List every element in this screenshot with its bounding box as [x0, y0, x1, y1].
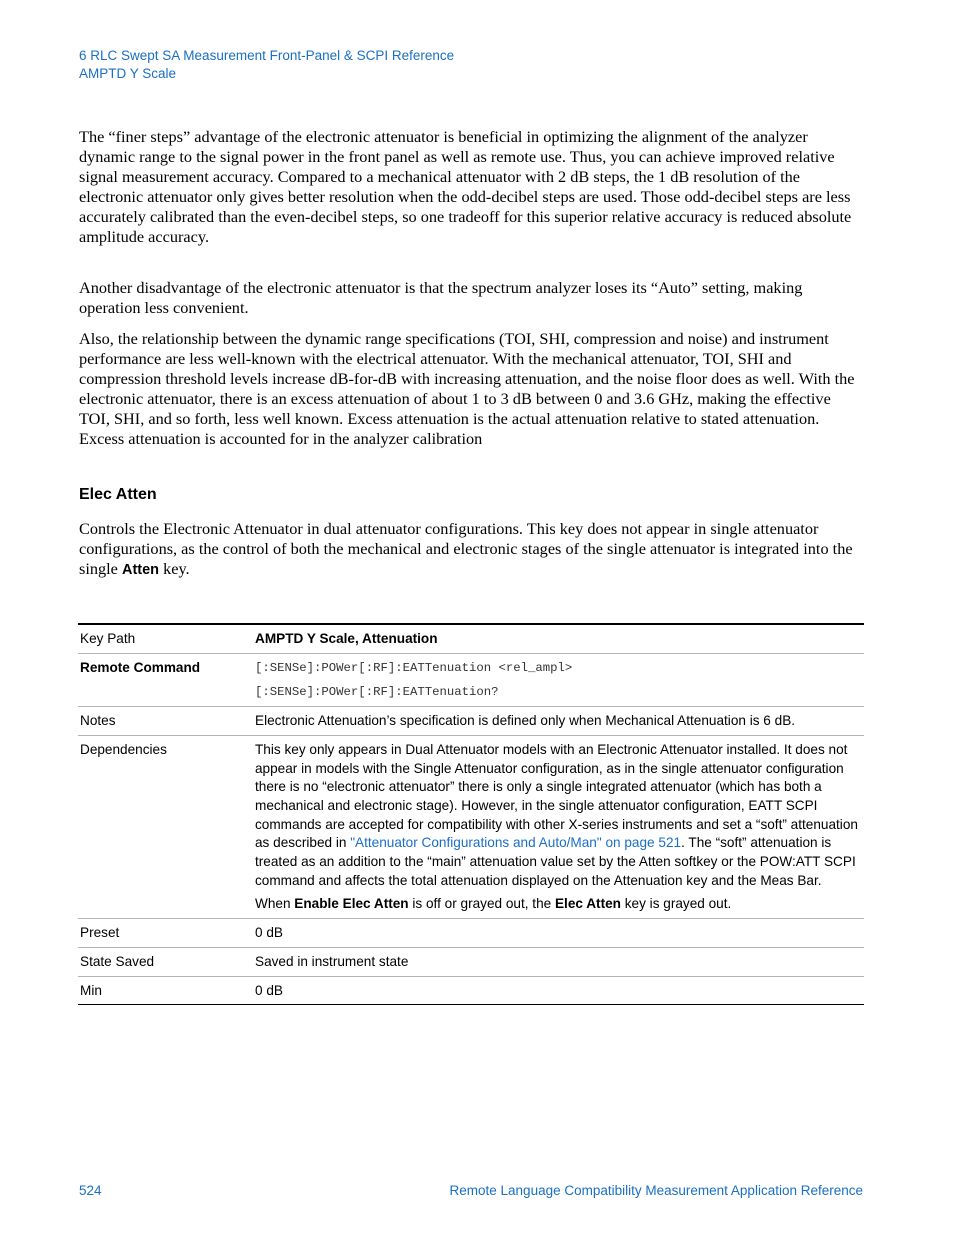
section-heading: Elec Atten [79, 486, 157, 503]
state-saved-value: Saved in instrument state [253, 947, 864, 976]
paragraph-disadvantage: Another disadvantage of the electronic attenuator is that the spectrum analyzer loses its “Auto” setting, making operation less convenient. [79, 278, 803, 317]
table-row-dependencies [78, 735, 864, 918]
table-row-notes [78, 707, 864, 736]
chapter-title: 6 RLC Swept SA Measurement Front-Panel & SCPI Reference [79, 48, 455, 63]
dependencies-text: This key only appears in Dual Attenuator models with an Electronic Attenuator installed. It does not appear in models with the Single Attenuator configuration, as in the single attenuator configuration there is no “electronic attenuator” there is only a single integrated attenuator (which has both a mechanical and electronic stage). However, in the single attenuator configuration, EATT SCPI commands are accepted for compatibility with other X-series instruments and set a “soft” attenuation as described in [255, 741, 858, 851]
atten-key-ref: Atten [121, 562, 160, 578]
intro-text-end: key. [159, 559, 190, 578]
dependencies-text-cont: . The “soft” attenuation is treated as an addition to the “main” attenuation value set by the Atten softkey or the POW:ATT SCPI command and affects the total attenuation displayed on the Attenuation key and the Meas Bar. [255, 835, 856, 888]
remote-command-label: Remote Command [78, 653, 253, 706]
dependencies-grayed-note [255, 895, 862, 914]
document-title: Remote Language Compatibility Measurement Application Reference [449, 1183, 863, 1198]
running-header [79, 47, 454, 83]
page-number: 524 [79, 1183, 102, 1198]
min-value: 0 dB [253, 976, 864, 1005]
when-text: When [255, 896, 295, 912]
enable-elec-atten-ref: Enable Elec Atten [294, 896, 409, 912]
notes-value: Electronic Attenuation’s specification is defined only when Mechanical Attenuation is 6 dB. [253, 707, 864, 736]
table-row-state-saved [78, 947, 864, 976]
remote-command-values [253, 653, 864, 706]
min-label: Min [78, 976, 253, 1005]
table-row-min [78, 976, 864, 1005]
attenuator-config-link[interactable]: "Attenuator Configurations and Auto/Man" on page 521 [350, 835, 682, 851]
state-saved-label: State Saved [78, 947, 253, 976]
intro-text: Controls the Electronic Attenuator in dual attenuator configurations. This key does not appear in single attenuator configurations, as the control of both the mechanical and electronic stages of the single attenuator is integrated into the single [79, 519, 853, 578]
key-info-table [78, 623, 864, 1005]
dependencies-label: Dependencies [78, 735, 253, 918]
scpi-command-set: [:SENSe]:POWer[:RF]:EATTenuation <rel_ampl> [255, 660, 573, 675]
key-path-label: Key Path [80, 631, 136, 646]
mid-text: is off or grayed out, the [408, 896, 555, 912]
section-intro [79, 519, 865, 580]
section-title-header: AMPTD Y Scale [79, 66, 177, 81]
table-row-preset [78, 919, 864, 948]
preset-label: Preset [78, 919, 253, 948]
scpi-command-query: [:SENSe]:POWer[:RF]:EATTenuation? [255, 685, 499, 700]
elec-atten-ref: Elec Atten [554, 896, 621, 912]
key-path-value: AMPTD Y Scale, Attenuation [255, 631, 438, 646]
table-row-key-path [78, 624, 864, 653]
preset-value: 0 dB [253, 919, 864, 948]
dependencies-value [253, 735, 864, 918]
paragraph-relationship: Also, the relationship between the dynamic range specifications (TOI, SHI, compression and noise) and instrument performance are less well-known with the electrical attenuator. With the mechanical attenuator, TOI, SHI and compression threshold levels increase dB-for-dB with increasing attenuation, and the noise floor does as well. With the electronic attenuator, there is an excess attenuation of about 1 to 3 dB between 0 and 3.6 GHz, making the effective TOI, SHI, and so forth, less well known. Excess attenuation is the actual attenuation relative to stated attenuation. Excess attenuation is accounted for in the analyzer calibration [79, 329, 855, 448]
paragraph-finer-steps: The “finer steps” advantage of the electronic attenuator is beneficial in optimizing the alignment of the analyzer dynamic range to the signal power in the front panel as well as remote use. Thus, you can achieve improved relative signal measurement accuracy. Compared to a mechanical attenuator with 2 dB steps, the 1 dB resolution of the electronic attenuator only gives better resolution when the odd-decibel steps are used. Those odd-decibel steps are less accurately calibrated than the even-decibel steps, so one tradeoff for this superior relative accuracy is reduced absolute amplitude accuracy. [79, 127, 852, 246]
notes-label: Notes [78, 707, 253, 736]
table-row-remote-command [78, 653, 864, 706]
end-text: key is grayed out. [620, 896, 732, 912]
